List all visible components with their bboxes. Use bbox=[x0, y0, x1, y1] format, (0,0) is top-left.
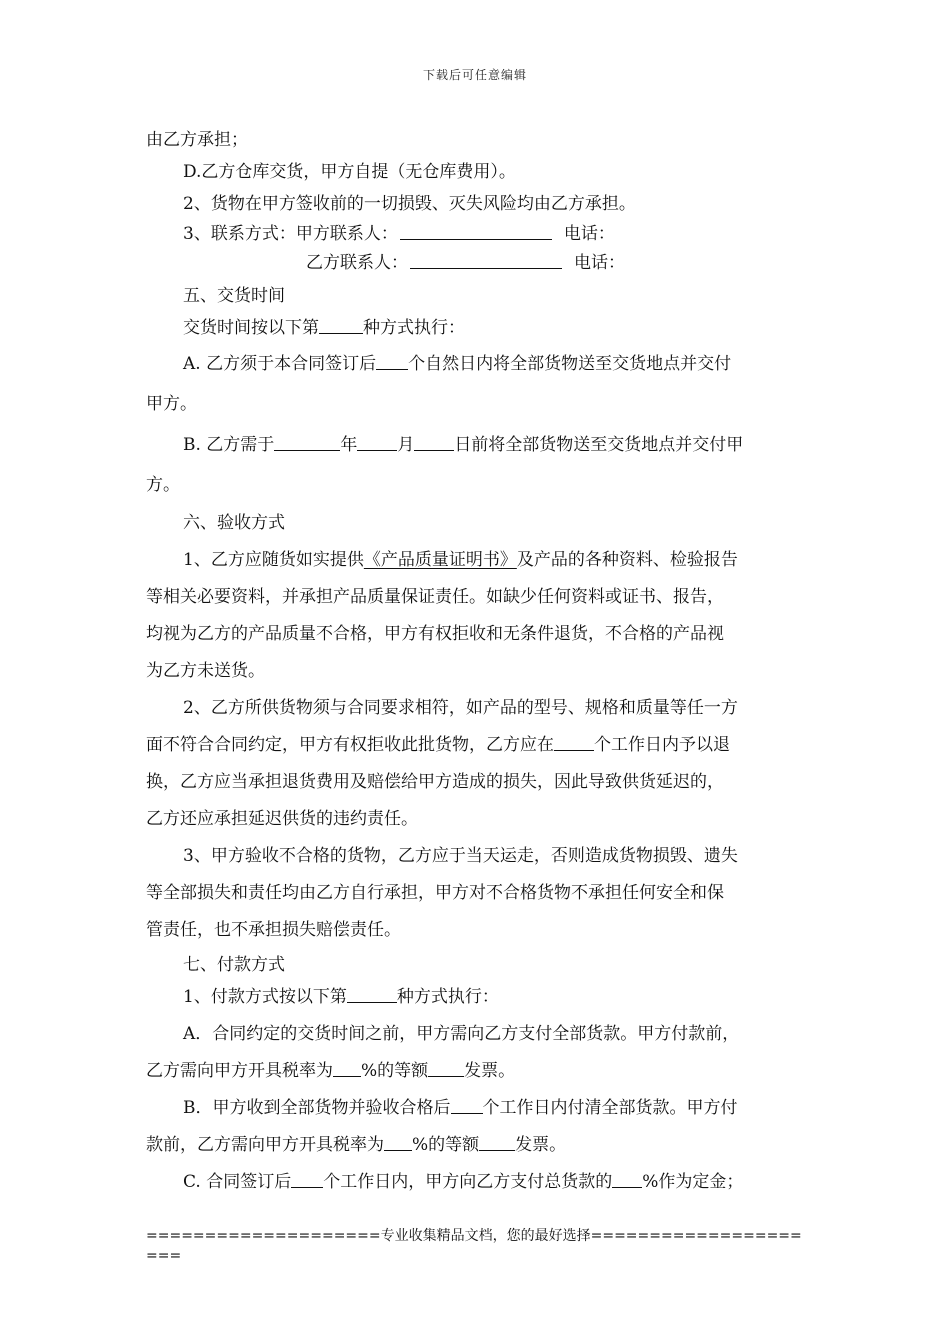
paragraph-line: 管责任，也不承担损失赔偿责任。 bbox=[146, 920, 401, 940]
fill-blank bbox=[274, 433, 340, 451]
fill-blank bbox=[319, 316, 363, 334]
contact-line-party-a bbox=[146, 220, 806, 249]
document-body bbox=[146, 124, 806, 1198]
text-span: A. 乙方须于本合同签订后 bbox=[183, 354, 377, 374]
paragraph-line: 换，乙方应当承担退货费用及赔偿给甲方造成的损失，因此导致供货延迟的， bbox=[146, 772, 724, 792]
text-span: 发票。 bbox=[515, 1135, 567, 1155]
section-heading-delivery-time: 五、交货时间 bbox=[183, 286, 285, 306]
text-span: 1、乙方应随货如实提供 bbox=[183, 550, 364, 570]
paragraph-line bbox=[146, 1055, 806, 1087]
contact-label: 3、联系方式：甲方联系人： bbox=[183, 224, 398, 244]
paragraph-line bbox=[146, 1092, 806, 1124]
fill-blank bbox=[554, 733, 594, 751]
phone-label: 电话： bbox=[574, 253, 625, 273]
text-span: 日前将全部货物送至交货地点并交付甲 bbox=[454, 435, 744, 455]
section-heading-payment: 七、付款方式 bbox=[183, 955, 285, 975]
phone-label: 电话： bbox=[563, 224, 615, 244]
text-span: B. 乙方需于 bbox=[183, 435, 275, 455]
text-span: 面不符合合同约定，甲方有权拒收此批货物，乙方应在 bbox=[146, 735, 554, 755]
paragraph-line: 由乙方承担； bbox=[146, 130, 248, 150]
fill-blank bbox=[376, 352, 408, 370]
text-span: 交货时间按以下第 bbox=[183, 318, 319, 338]
certificate-title: 《产品质量证明书》 bbox=[363, 550, 517, 570]
text-span: 个工作日内，甲方向乙方支付总货款的 bbox=[323, 1172, 613, 1192]
paragraph-line: 为乙方未送货。 bbox=[146, 661, 265, 681]
paragraph-line: 均视为乙方的产品质量不合格，甲方有权拒收和无条件退货，不合格的产品视 bbox=[146, 624, 724, 644]
text-span: B．甲方收到全部货物并验收合格后 bbox=[183, 1098, 451, 1118]
paragraph-line: 3、甲方验收不合格的货物，乙方应于当天运走，否则造成货物损毁、遗失 bbox=[183, 846, 738, 866]
text-span: 个工作日内予以退 bbox=[594, 735, 730, 755]
paragraph-line: 等全部损失和责任均由乙方自行承担，甲方对不合格货物不承担任何安全和保 bbox=[146, 883, 724, 903]
text-span: 种方式执行： bbox=[396, 987, 499, 1007]
contact-name-blank-b bbox=[410, 251, 562, 269]
paragraph-line: 2、乙方所供货物须与合同要求相符，如产品的型号、规格和质量等任一方 bbox=[183, 698, 738, 718]
paragraph-line bbox=[146, 544, 806, 576]
text-span: 种方式执行： bbox=[363, 318, 465, 338]
contact-label: 乙方联系人： bbox=[306, 253, 408, 273]
text-span: %的等额 bbox=[412, 1135, 480, 1155]
text-span: 发票。 bbox=[464, 1061, 516, 1081]
paragraph-line bbox=[146, 312, 806, 344]
fill-blank bbox=[333, 1059, 361, 1077]
paragraph-line: 2、货物在甲方签收前的一切损毁、灭失风险均由乙方承担。 bbox=[183, 194, 636, 214]
contact-line-party-b bbox=[146, 249, 806, 278]
fill-blank bbox=[479, 1133, 515, 1151]
paragraph-line bbox=[146, 729, 806, 761]
fill-blank bbox=[384, 1133, 412, 1151]
fill-blank bbox=[291, 1170, 323, 1188]
text-span: 个工作日内付清全部货款。甲方付 bbox=[482, 1098, 738, 1118]
paragraph-line: 甲方。 bbox=[146, 394, 197, 414]
paragraph-line bbox=[146, 348, 806, 380]
section-heading-acceptance: 六、验收方式 bbox=[183, 513, 285, 533]
text-span: 1、付款方式按以下第 bbox=[183, 987, 347, 1007]
fill-blank bbox=[414, 433, 454, 451]
paragraph-line: D.乙方仓库交货，甲方自提（无仓库费用）。 bbox=[183, 162, 516, 182]
paragraph-line: 等相关必要资料，并承担产品质量保证责任。如缺少任何资料或证书、报告， bbox=[146, 587, 724, 607]
text-span: 款前，乙方需向甲方开具税率为 bbox=[146, 1135, 384, 1155]
fill-blank bbox=[357, 433, 397, 451]
paragraph-line bbox=[146, 1129, 806, 1161]
text-span: %作为定金； bbox=[642, 1172, 744, 1192]
fill-blank bbox=[612, 1170, 642, 1188]
text-span: %的等额 bbox=[361, 1061, 429, 1081]
text-span: 乙方需向甲方开具税率为 bbox=[146, 1061, 333, 1081]
page-header: 下载后可任意编辑 bbox=[422, 68, 527, 82]
text-span: 及产品的各种资料、检验报告 bbox=[516, 550, 738, 570]
paragraph-line: 乙方还应承担延迟供货的违约责任。 bbox=[146, 809, 418, 829]
contact-name-blank-a bbox=[400, 222, 552, 240]
paragraph-line bbox=[146, 981, 806, 1013]
text-span: C. 合同签订后 bbox=[183, 1172, 292, 1192]
paragraph-line bbox=[146, 429, 806, 461]
page-footer: ====================专业收集精品文档，您的最好选择===================== bbox=[146, 1228, 802, 1264]
fill-blank bbox=[451, 1096, 483, 1114]
paragraph-line bbox=[146, 1166, 806, 1198]
fill-blank bbox=[347, 985, 397, 1003]
paragraph-line: 方。 bbox=[146, 475, 180, 495]
text-span: 个自然日内将全部货物送至交货地点并交付 bbox=[408, 354, 732, 374]
text-span: 月 bbox=[397, 435, 415, 455]
paragraph-line: A．合同约定的交货时间之前，甲方需向乙方支付全部货款。甲方付款前， bbox=[183, 1024, 740, 1044]
fill-blank bbox=[428, 1059, 464, 1077]
text-span: 年 bbox=[340, 435, 358, 455]
